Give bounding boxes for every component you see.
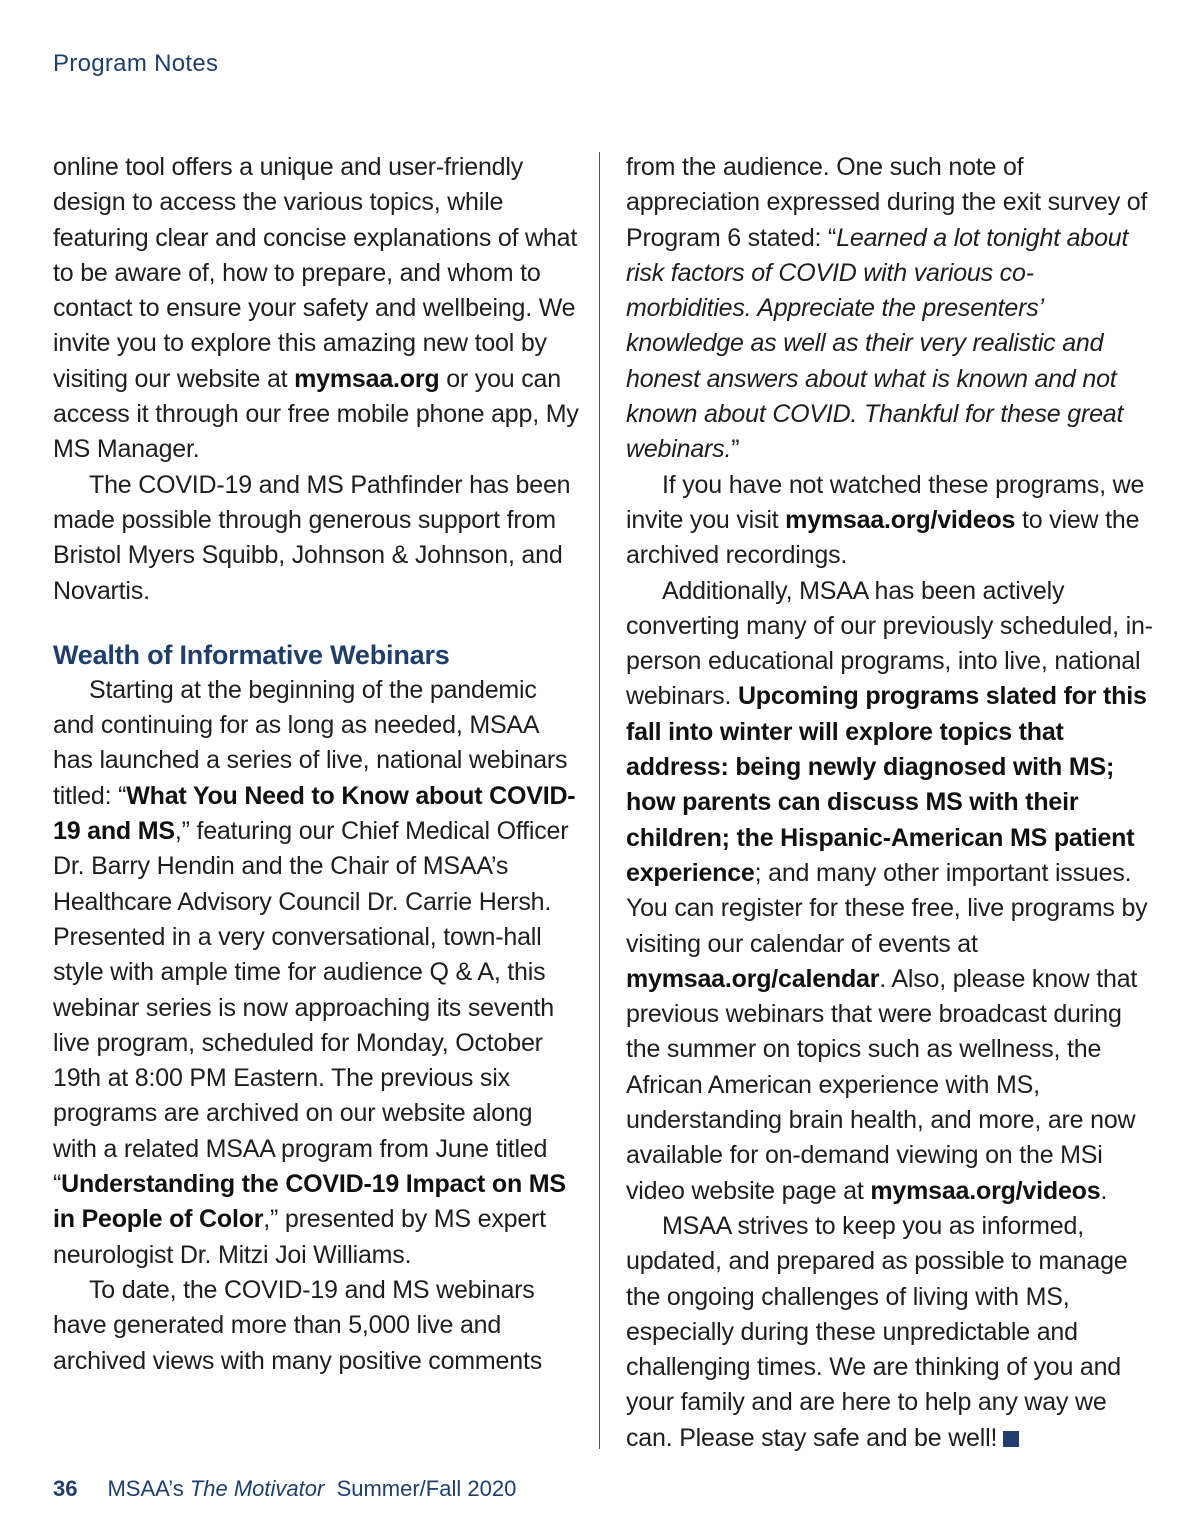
june-program-title: Understanding the COVID-19 Impact on MS in People of Color <box>53 1170 566 1234</box>
paragraph-closing: MSAA strives to keep you as informed, updated, and prepared as possible to manage the ongoing challenges of living with MS, especially during these unpredictable and challenging times. We are thinking of you and your family and are here to help any way we can. Please stay safe and be well! <box>626 1211 1128 1452</box>
paragraph-views: To date, the COVID-19 and MS webinars have generated more than 5,000 live and archived views with many positive comments <box>53 1275 543 1375</box>
section-label: Program Notes <box>53 50 219 77</box>
footer-org: MSAA’s <box>107 1476 184 1501</box>
section-heading: Wealth of Informative Webinars <box>53 639 450 670</box>
issue-label: Summer/Fall 2020 <box>336 1476 517 1501</box>
webinar-series-title: What You Need to Know about COVID-19 and MS <box>53 781 576 846</box>
testimonial-quote: Learned a lot tonight about risk factors of COVID with various co-morbidities. Appreciate the presenters’ knowledge as well as their very realistic and honest answers about what is known and not known about COVID. Thankful for these great webinars. <box>626 223 1129 464</box>
website-link[interactable]: mymsaa.org <box>294 364 440 393</box>
publication-title: The Motivator <box>189 1476 325 1501</box>
paragraph-archived: If you have not watched these programs, we invite you visit mymsaa.org/videos to view the archived recordings. <box>626 470 1145 570</box>
videos-link[interactable]: mymsaa.org/videos <box>785 505 1016 534</box>
page-footer <box>53 1476 516 1502</box>
right-column <box>626 150 1154 1456</box>
end-square-icon <box>1003 1431 1019 1447</box>
left-column <box>53 150 580 1379</box>
videos-link-2[interactable]: mymsaa.org/videos <box>870 1176 1101 1205</box>
paragraph-support: The COVID-19 and MS Pathfinder has been made possible through generous support from Bristol Myers Squibb, Johnson & Johnson, and Novartis. <box>53 470 571 605</box>
upcoming-programs: Upcoming programs slated for this fall into winter will explore topics that address: being newly diagnosed with MS; how parents can discuss MS with their children; the Hispanic-American MS patient experience <box>626 682 1147 887</box>
paragraph-upcoming: Additionally, MSAA has been actively converting many of our previously scheduled, in-person educational programs, into live, national webinars. Upcoming programs slated for this fall into winter will explore topics that address: being newly diagnosed with MS; how parents can discuss MS with their children; the Hispanic-American MS patient experience; and many other important issues. You can register for these free, live programs by visiting our calendar of events at mymsaa.org/calendar. Also, please know that previous webinars that were broadcast during the summer on topics such as wellness, the African American experience with MS, understanding brain health, and more, are now available for on-demand viewing on the MSi video website page at mymsaa.org/videos. <box>626 576 1153 1205</box>
paragraph-webinars: Starting at the beginning of the pandemic and continuing for as long as needed, MSAA has launched a series of live, national webinars titled: “What You Need to Know about COVID-19 and MS,” featuring our Chief Medical Officer Dr. Barry Hendin and the Chair of MSAA’s Healthcare Advisory Council Dr. Carrie Hersh. Presented in a very conversational, town-hall style with ample time for audience Q & A, this webinar series is now approaching its seventh live program, scheduled for Monday, October 19th at 8:00 PM Eastern. The previous six programs are archived on our website along with a related MSAA program from June titled “Understanding the COVID-19 Impact on MS in People of Color,” presented by MS expert neurologist Dr. Mitzi Joi Williams. <box>53 675 576 1269</box>
calendar-link[interactable]: mymsaa.org/calendar <box>626 964 880 993</box>
page-number: 36 <box>53 1476 78 1501</box>
paragraph-testimonial: from the audience. One such note of appreciation expressed during the exit survey of Program 6 stated: “Learned a lot tonight about risk factors of COVID with various co-morbidities. Appreciate the presenters’ knowledge as well as their very realistic and honest answers about what is known and not known about COVID. Thankful for these great webinars.” <box>626 153 1148 464</box>
paragraph-pathfinder-intro: online tool offers a unique and user-friendly design to access the various topics, while featuring clear and concise explanations of what to be aware of, how to prepare, and whom to contact to ensure your safety and wellbeing. We invite you to explore this amazing new tool by visiting our website at mymsaa.org or you can access it through our free mobile phone app, My MS Manager. <box>53 153 579 464</box>
column-divider <box>599 152 600 1449</box>
